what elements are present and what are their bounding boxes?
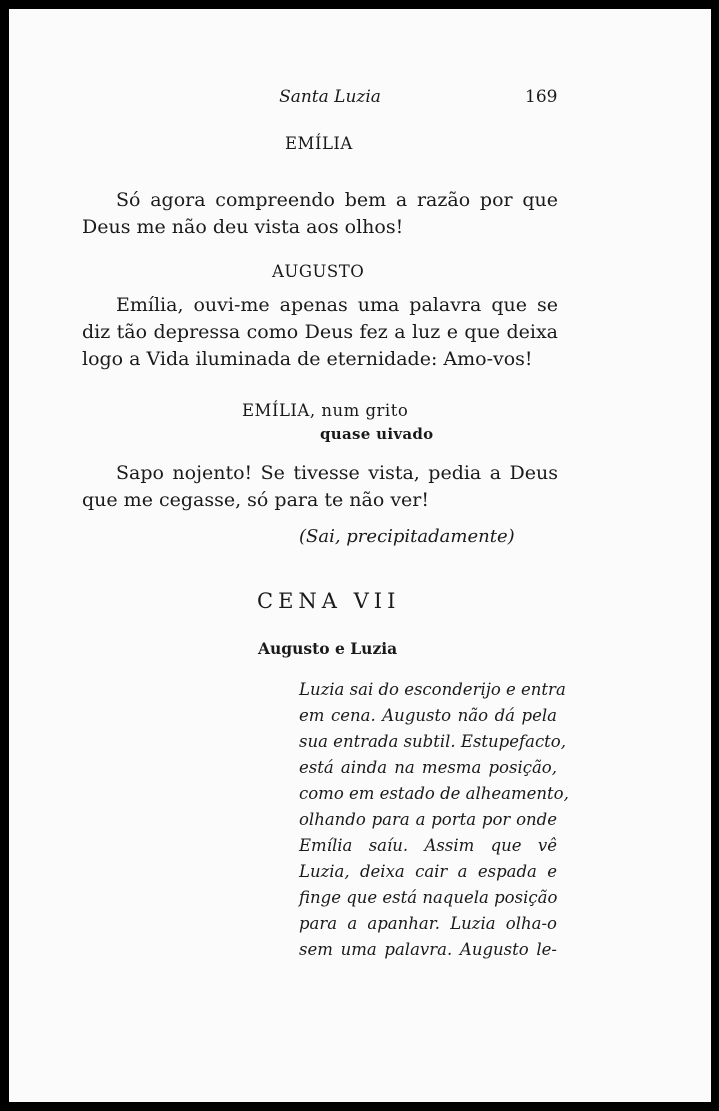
speaker-name: EMÍLIA [285, 134, 353, 153]
narration-line: Emília saíu. Assim que vê [299, 836, 557, 855]
dialogue-paragraph [82, 292, 558, 373]
dialogue-paragraph [82, 460, 558, 514]
narration-line: como em estado de alheamento, [299, 784, 569, 803]
narration-line: finge que está naquela posição [299, 888, 558, 907]
dialogue-text: Sapo nojento! Se tivesse vista, pedia a Deus que me cegasse, só para te não ver! [82, 462, 558, 511]
narration-line: para a apanhar. Luzia olha-o [299, 914, 557, 933]
narration-line: sua entrada subtil. Estupefacto, [299, 732, 566, 751]
book-page [9, 9, 711, 1102]
page-number: 169 [525, 87, 558, 107]
narration-line: em cena. Augusto não dá pela [299, 706, 557, 725]
narration-line: olhando para a porta por onde [299, 810, 557, 829]
speaker-name: AUGUSTO [272, 262, 365, 281]
scene-title: CENA VII [257, 589, 401, 613]
narration-line: Luzia sai do esconderijo e entra [299, 680, 566, 699]
narration-line: está ainda na mesma posição, [299, 758, 557, 777]
stage-narration [299, 677, 569, 963]
scene-characters: Augusto e Luzia [258, 639, 398, 658]
speaker-name: EMÍLIA, num grito [242, 401, 409, 420]
dialogue-paragraph [82, 187, 558, 241]
narration-line: sem uma palavra. Augusto le- [299, 940, 557, 959]
speaker-note: quase uivado [320, 425, 434, 443]
dialogue-text: Só agora compreendo bem a razão por que Deus me não deu vista aos olhos! [82, 189, 558, 238]
dialogue-text: Emília, ouvi-me apenas uma palavra que se diz tão depressa como Deus fez a luz e que deixa logo a Vida iluminada de eternidade: Amo-vos! [82, 294, 558, 370]
narration-line: Luzia, deixa cair a espada e [299, 862, 557, 881]
stage-direction: (Sai, precipitadamente) [299, 526, 515, 547]
running-title: Santa Luzia [279, 87, 381, 107]
